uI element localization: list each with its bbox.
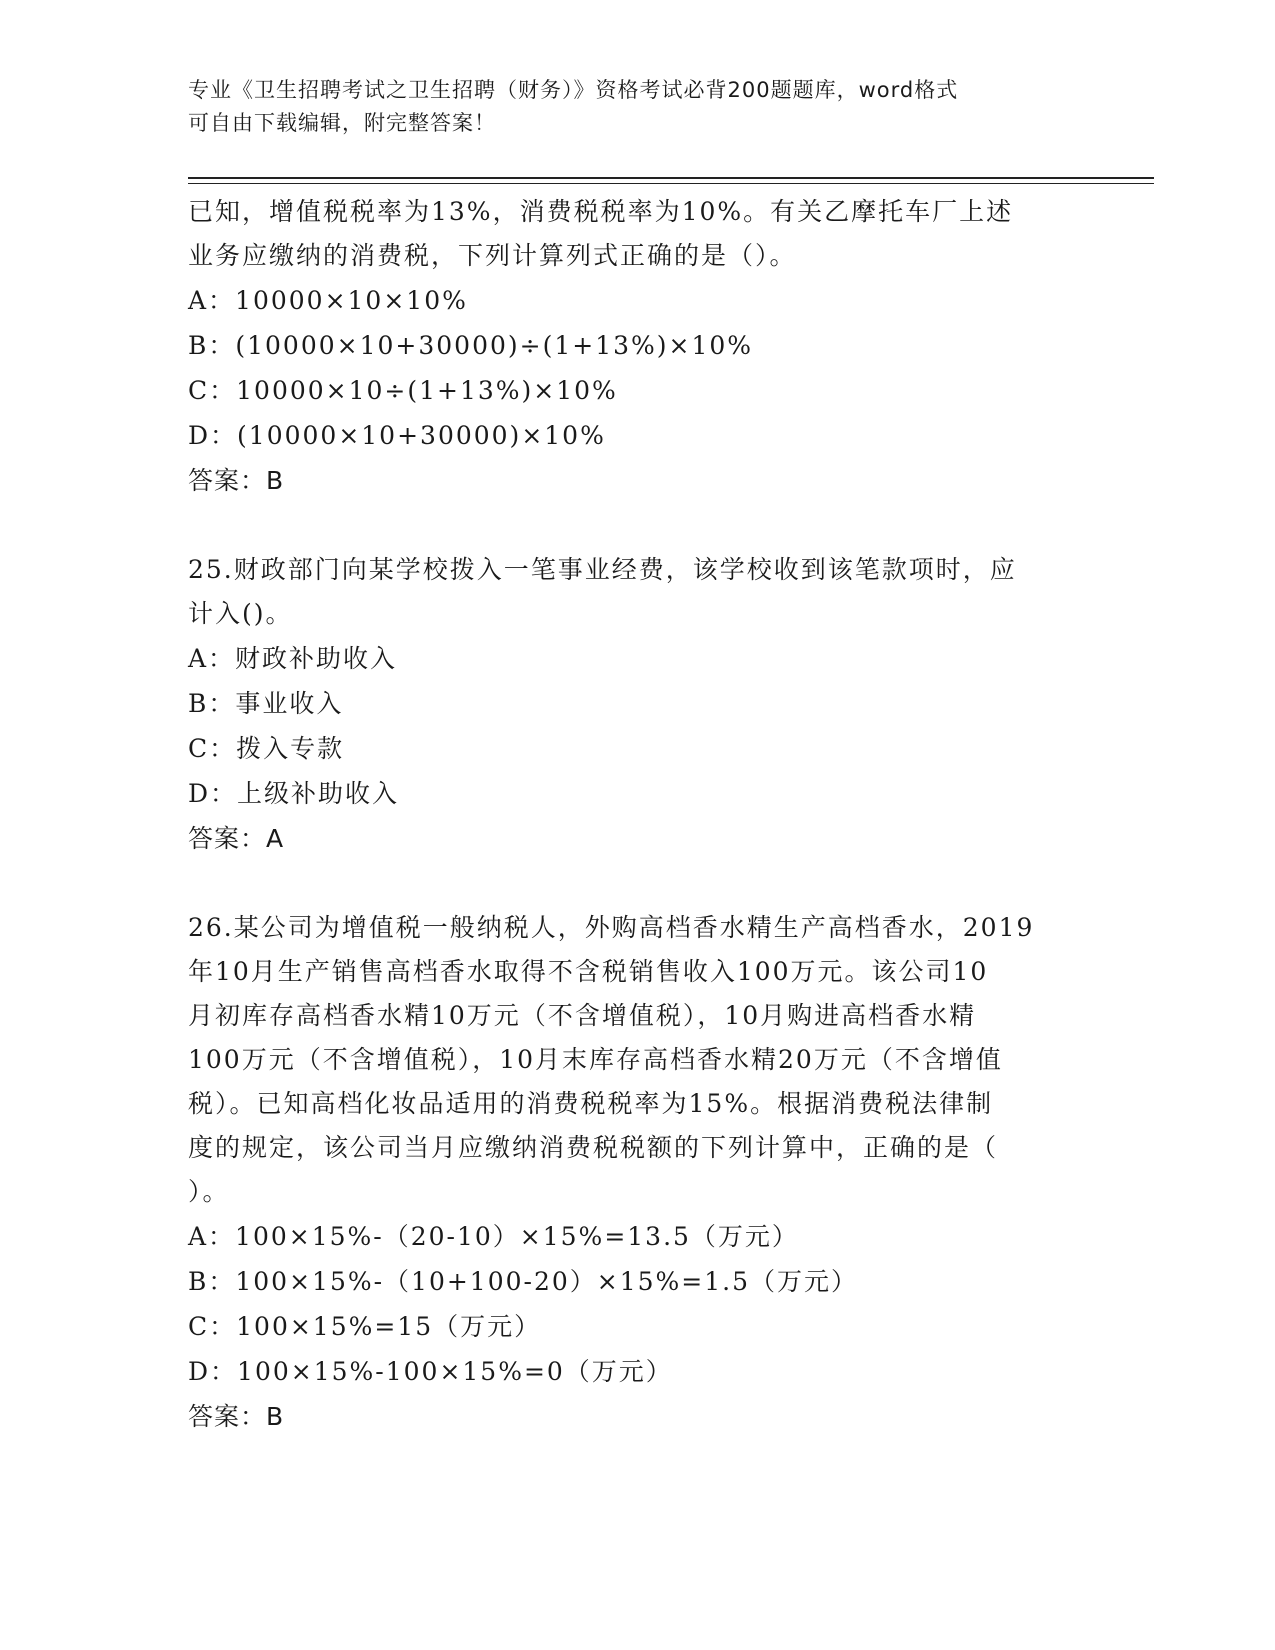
answer-label: 答案：B [188,466,285,495]
option-d: D：(10000×10+30000)×10% [188,421,606,450]
question-stem-line: 计入()。 [188,599,293,628]
option-c: C：拨入专款 [188,734,345,763]
question-stem-line: 年10月生产销售高档香水取得不含税销售收入100万元。该公司10 [188,957,989,986]
spacer [188,504,1078,548]
question-stem-line: 业务应缴纳的消费税，下列计算列式正确的是（）。 [188,241,797,270]
question-stem-line: 26.某公司为增值税一般纳税人，外购高档香水精生产高档香水，2019 [188,913,1035,942]
question-stem-line: 已知，增值税税率为13%，消费税税率为10%。有关乙摩托车厂上述 [188,197,1014,226]
question-stem-line: 度的规定，该公司当月应缴纳消费税税额的下列计算中，正确的是（ [188,1133,999,1162]
option-a: A：100×15%-（20-10）×15%=13.5（万元） [188,1222,799,1251]
document-header [188,74,1068,140]
document-body [188,190,1078,1440]
option-d: D：100×15%-100×15%=0（万元） [188,1357,673,1386]
answer-label: 答案：B [188,1402,285,1431]
answer-label: 答案：A [188,824,285,853]
option-b: B：事业收入 [188,689,344,718]
option-b: B：(10000×10+30000)÷(1+13%)×10% [188,331,754,360]
question-stem-line: 月初库存高档香水精10万元（不含增值税），10月购进高档香水精 [188,1001,977,1030]
question-stem-line: 100万元（不含增值税），10月末库存高档香水精20万元（不含增值 [188,1045,1003,1074]
option-c: C：100×15%=15（万元） [188,1312,542,1341]
spacer [188,862,1078,906]
option-a: A：10000×10×10% [188,286,468,315]
option-c: C：10000×10÷(1+13%)×10% [188,376,618,405]
header-divider-thin [188,183,1154,184]
option-d: D：上级补助收入 [188,779,400,808]
question-25 [188,548,1078,862]
question-stem-line: 25.财政部门向某学校拨入一笔事业经费，该学校收到该笔款项时，应 [188,555,1017,584]
option-a: A：财政补助收入 [188,644,398,673]
question-stem-line: 税）。已知高档化妆品适用的消费税税率为15%。根据消费税法律制 [188,1089,994,1118]
question-24 [188,190,1078,504]
option-b: B：100×15%-（10+100-20）×15%=1.5（万元） [188,1267,859,1296]
question-stem-line: ）。 [188,1177,230,1206]
header-title-line-1: 专业《卫生招聘考试之卫生招聘（财务）》资格考试必背200题题库，word格式 [188,78,959,102]
header-title-line-2: 可自由下载编辑，附完整答案！ [188,111,496,135]
header-divider-thick [188,177,1154,179]
question-26 [188,906,1078,1440]
